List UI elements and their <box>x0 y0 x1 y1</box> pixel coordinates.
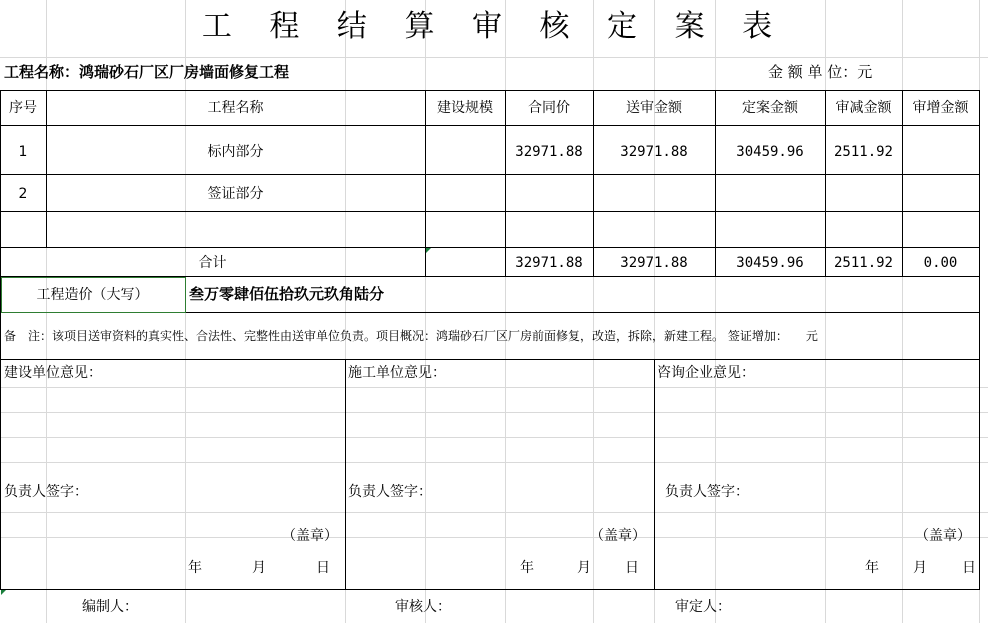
total-label[interactable]: 合计 <box>198 255 227 271</box>
date-day[interactable]: 日 <box>316 560 330 576</box>
header-approved[interactable]: 定案金额 <box>742 100 798 116</box>
consulting-opinion[interactable]: 咨询企业意见： <box>657 365 755 381</box>
construction-unit-opinion[interactable]: 建设单位意见： <box>4 365 102 381</box>
row-name[interactable]: 标内部分 <box>207 144 264 160</box>
cell-note-marker <box>426 248 431 253</box>
compiler-label[interactable]: 编制人： <box>82 599 138 615</box>
row-reduced[interactable]: 2511.92 <box>833 144 893 160</box>
row-approved[interactable]: 30459.96 <box>736 144 804 160</box>
remark[interactable]: 备 注：该项目送审资料的真实性、合法性、完整性由送审单位负责。项目概况：鸿瑞砂石厂区厂房前面修复，改造，拆除，新建工程。 签证增加： 元 <box>4 329 818 343</box>
header-contract[interactable]: 合同价 <box>528 100 570 116</box>
date-year[interactable]: 年 <box>188 560 202 576</box>
total-reduced[interactable]: 2511.92 <box>833 255 893 271</box>
header-reduced[interactable]: 审减金额 <box>835 100 892 116</box>
row-contract[interactable]: 32971.88 <box>515 144 583 160</box>
date-year[interactable]: 年 <box>865 560 879 576</box>
total-approved[interactable]: 30459.96 <box>736 255 804 271</box>
header-scale[interactable]: 建设规模 <box>437 100 493 116</box>
row-no[interactable]: 1 <box>18 144 28 160</box>
signature-label[interactable]: 负责人签字： <box>348 484 432 500</box>
row-no[interactable]: 2 <box>18 186 28 202</box>
total-increased[interactable]: 0.00 <box>923 255 958 271</box>
signature-label[interactable]: 负责人签字： <box>4 484 88 500</box>
approver-label[interactable]: 审定人： <box>675 599 731 615</box>
header-increased[interactable]: 审增金额 <box>912 100 969 116</box>
header-no[interactable]: 序号 <box>9 100 37 116</box>
total-contract[interactable]: 32971.88 <box>515 255 583 271</box>
date-month[interactable]: 月 <box>577 560 591 576</box>
row-submitted[interactable]: 32971.88 <box>620 144 688 160</box>
reviewer-label[interactable]: 审核人： <box>395 599 451 615</box>
header-name[interactable]: 工程名称 <box>207 100 264 116</box>
project-name[interactable]: 工程名称：鸿瑞砂石厂区厂房墙面修复工程 <box>4 63 290 81</box>
date-day[interactable]: 日 <box>962 560 976 576</box>
seal-label[interactable]: （盖章） <box>282 528 338 544</box>
seal-label[interactable]: （盖章） <box>915 528 971 544</box>
header-submitted[interactable]: 送审金额 <box>626 100 682 116</box>
page-title: 工 程 结 算 审 核 定 案 表 <box>201 9 787 44</box>
seal-label[interactable]: （盖章） <box>590 528 646 544</box>
row-name[interactable]: 签证部分 <box>207 186 264 202</box>
date-month[interactable]: 月 <box>252 560 266 576</box>
date-month[interactable]: 月 <box>913 560 927 576</box>
cost-label[interactable]: 工程造价（大写） <box>36 287 149 303</box>
date-year[interactable]: 年 <box>520 560 534 576</box>
cost-value[interactable]: 叁万零肆佰伍拾玖元玖角陆分 <box>189 285 385 303</box>
cell-note-marker <box>1 590 6 595</box>
signature-label[interactable]: 负责人签字： <box>665 484 749 500</box>
amount-unit[interactable]: 金 额 单 位：元 <box>768 63 873 81</box>
contractor-opinion[interactable]: 施工单位意见： <box>348 365 446 381</box>
total-submitted[interactable]: 32971.88 <box>620 255 688 271</box>
date-day[interactable]: 日 <box>625 560 639 576</box>
